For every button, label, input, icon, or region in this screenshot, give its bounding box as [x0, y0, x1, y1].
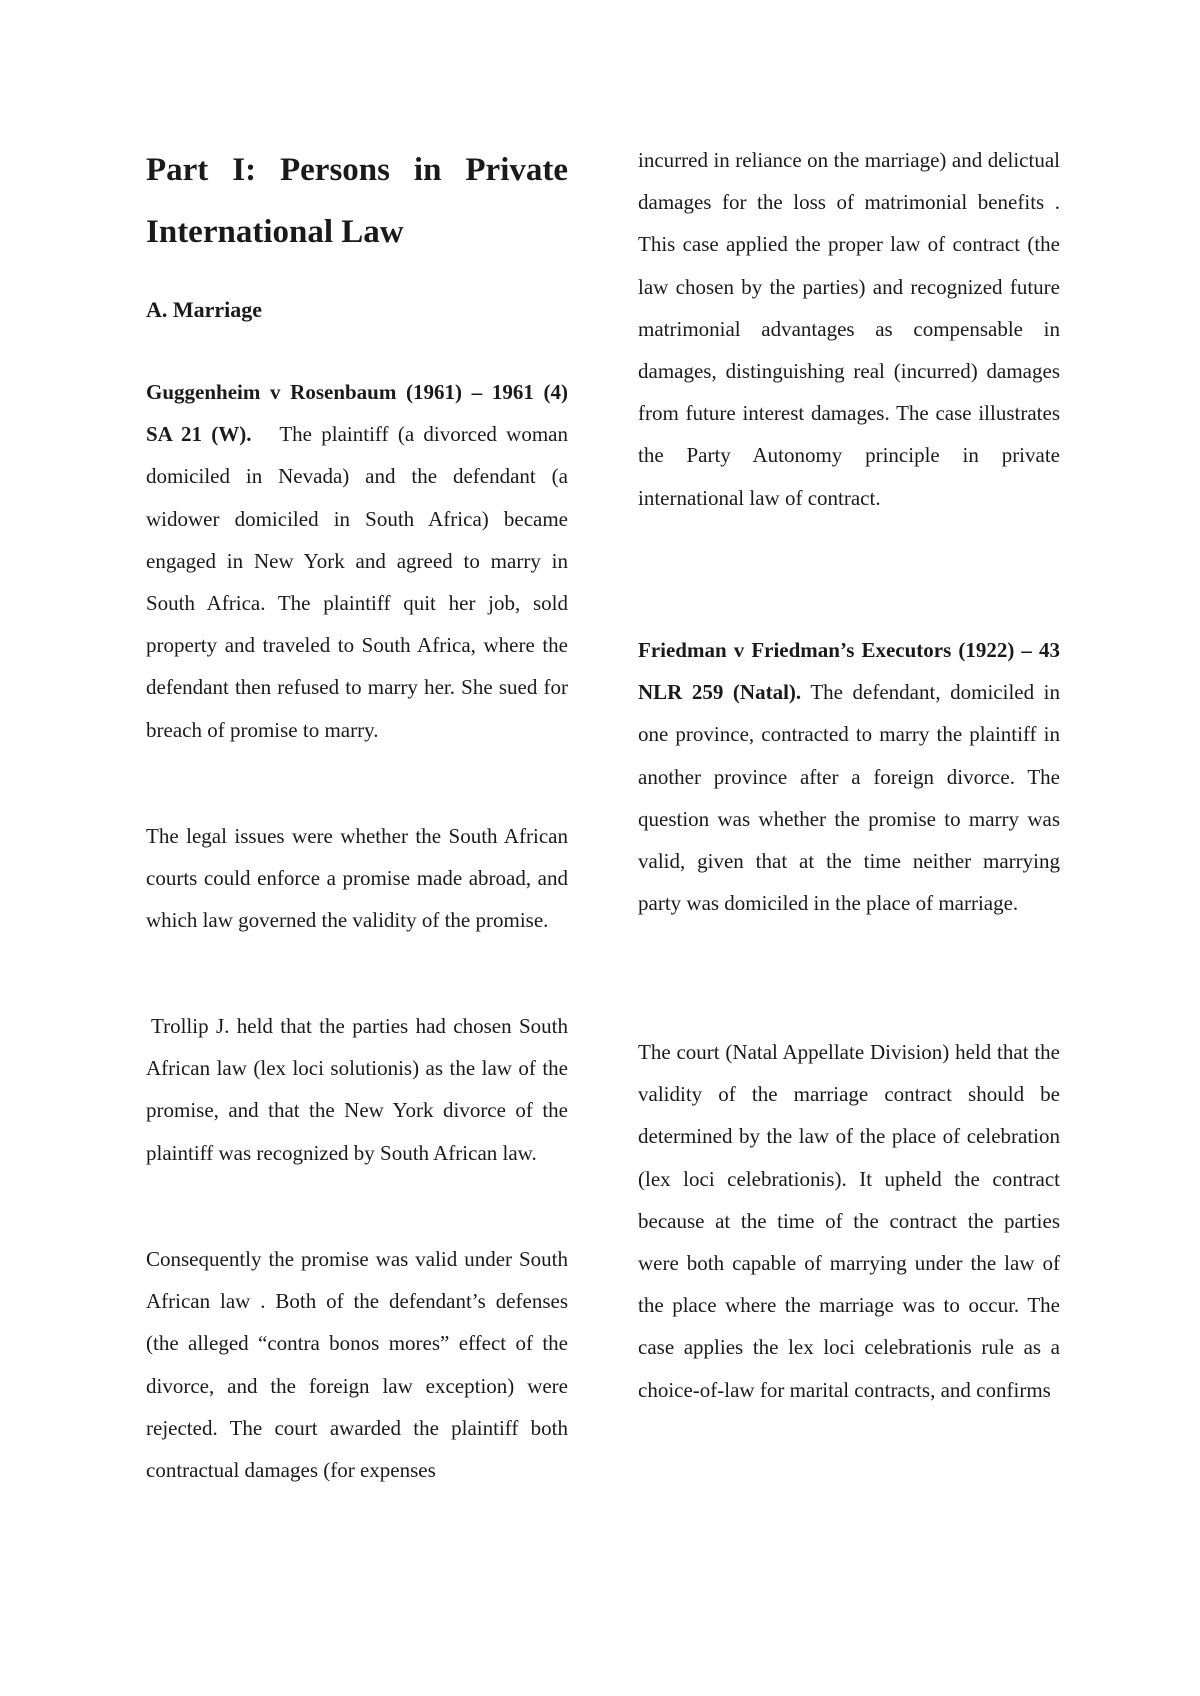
case-paragraph-1: [146, 371, 568, 751]
case-paragraph-3: Trollip J. held that the parties had chosen South African law (lex loci solutionis) as the law of the promise, and that the New York divorce of the plaintiff was recognized by South African law.: [146, 1014, 568, 1165]
case-paragraph-2: The legal issues were whether the South African courts could enforce a promise made abroad, and which law governed the validity of the promise.: [146, 824, 568, 933]
case-paragraph-5: [638, 629, 1060, 924]
case-body: The plaintiff (a divorced woman domiciled in Nevada) and the defendant (a widower domiciled in South Africa) became engaged in New York and agreed to marry in South Africa. The plaintiff quit her job, sold property and traveled to South Africa, where the defendant then refused to marry her. She sued for breach of promise to marry.: [146, 422, 568, 742]
case-citation: Friedman v Friedman’s Executors (1922) – 43 NLR 259 (Natal).: [638, 638, 1060, 705]
case-citation: Guggenheim v Rosenbaum (1961) – 1961 (4) SA 21 (W).: [146, 380, 568, 447]
part-title: Part I: Persons in Private International Law: [146, 152, 568, 250]
case-body: The defendant, domiciled in one province, contracted to marry the plaintiff in another province after a foreign divorce. The question was whether the promise to marry was valid, given that at the time neither marrying party was domiciled in the place of marriage.: [638, 680, 1060, 916]
section-heading: A. Marriage: [146, 297, 263, 322]
case-paragraph-continued: incurred in reliance on the marriage) and delictual damages for the loss of matrimonial benefits . This case applied the proper law of contract (the law chosen by the parties) and recognized future matrimonial advantages as compensable in damages, distinguishing real (incurred) damages from future interest damages. The case illustrates the Party Autonomy principle in private international law of contract.: [638, 148, 1060, 510]
case-paragraph-4: Consequently the promise was valid under South African law . Both of the defendant’s defenses (the alleged “contra bonos mores” effect of the divorce, and the foreign law exception) were rejected. The court awarded the plaintiff both contractual damages (for expenses: [146, 1247, 568, 1483]
case-paragraph-6: The court (Natal Appellate Division) held that the validity of the marriage contract should be determined by the law of the place of celebration (lex loci celebrationis). It upheld the contract because at the time of the contract the parties were both capable of marrying under the law of the place where the marriage was to occur. The case applies the lex loci celebrationis rule as a choice-of-law for marital contracts, and confirms: [638, 1040, 1060, 1402]
